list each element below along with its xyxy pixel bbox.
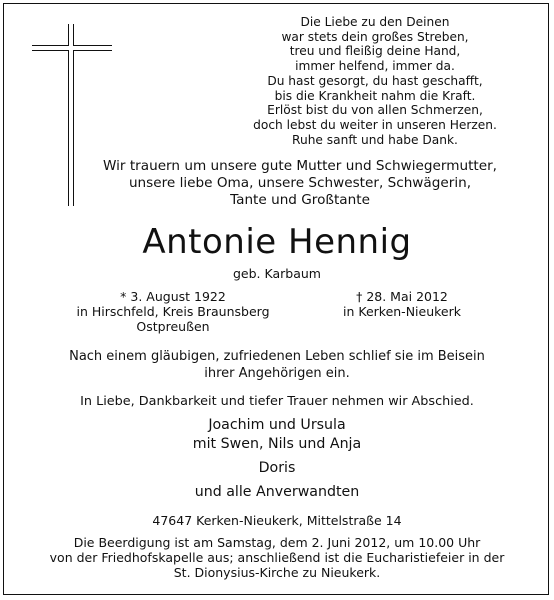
birth-info xyxy=(58,289,288,334)
funeral-info xyxy=(0,535,554,581)
family-line: mit Swen, Nils und Anja xyxy=(192,436,362,452)
intro-line: Wir trauern um unsere gute Mutter und Schwiegermutter, xyxy=(103,158,497,174)
birth-date: * 3. August 1922 xyxy=(120,289,226,304)
passing-line: ihrer Angehörigen ein. xyxy=(204,366,350,381)
family-line: Doris xyxy=(258,460,296,476)
poem-line: Erlöst bist du von allen Schmerzen, xyxy=(267,103,483,118)
death-info xyxy=(312,289,492,319)
maiden-name: geb. Karbaum xyxy=(233,266,321,281)
poem-line: war stets dein großes Streben, xyxy=(281,29,469,44)
poem-line: bis die Krankheit nahm die Kraft. xyxy=(274,88,476,103)
poem-line: Du hast gesorgt, du hast geschafft, xyxy=(267,73,483,88)
poem-line: Die Liebe zu den Deinen xyxy=(300,15,450,29)
deceased-name: Antonie Hennig xyxy=(142,222,412,262)
poem xyxy=(190,15,554,147)
funeral-line: von der Friedhofskapelle aus; anschließend ist die Eucharistiefeier in der xyxy=(49,550,505,566)
poem-line: treu und fleißig deine Hand, xyxy=(289,44,461,59)
passing-line: Nach einem gläubigen, zufriedenen Leben schlief sie im Beisein xyxy=(69,349,485,364)
funeral-line: St. Dionysius-Kirche zu Nieukerk. xyxy=(173,565,381,581)
death-date: † 28. Mai 2012 xyxy=(356,289,448,304)
birth-region: Ostpreußen xyxy=(136,319,210,334)
passing-text xyxy=(0,348,554,382)
birth-place: in Hirschfeld, Kreis Braunsberg xyxy=(76,304,270,319)
family-line: und alle Anverwandten xyxy=(194,484,360,500)
death-place: in Kerken-Nieukerk xyxy=(343,304,461,319)
poem-line: Ruhe sanft und habe Dank. xyxy=(292,132,458,147)
intro-text xyxy=(100,158,500,209)
poem-line: doch lebst du weiter in unseren Herzen. xyxy=(253,117,497,132)
family-line: Joachim und Ursula xyxy=(208,417,346,433)
farewell-text: In Liebe, Dankbarkeit und tiefer Trauer nehmen wir Abschied. xyxy=(80,394,474,409)
poem-line: immer helfend, immer da. xyxy=(295,59,455,74)
family-block xyxy=(0,416,554,454)
intro-line: Tante und Großtante xyxy=(230,192,370,208)
address: 47647 Kerken-Nieukerk, Mittelstraße 14 xyxy=(152,513,402,528)
funeral-line: Die Beerdigung ist am Samstag, dem 2. Juni 2012, um 10.00 Uhr xyxy=(73,535,481,550)
intro-line: unsere liebe Oma, unsere Schwester, Schwägerin, xyxy=(128,175,472,191)
